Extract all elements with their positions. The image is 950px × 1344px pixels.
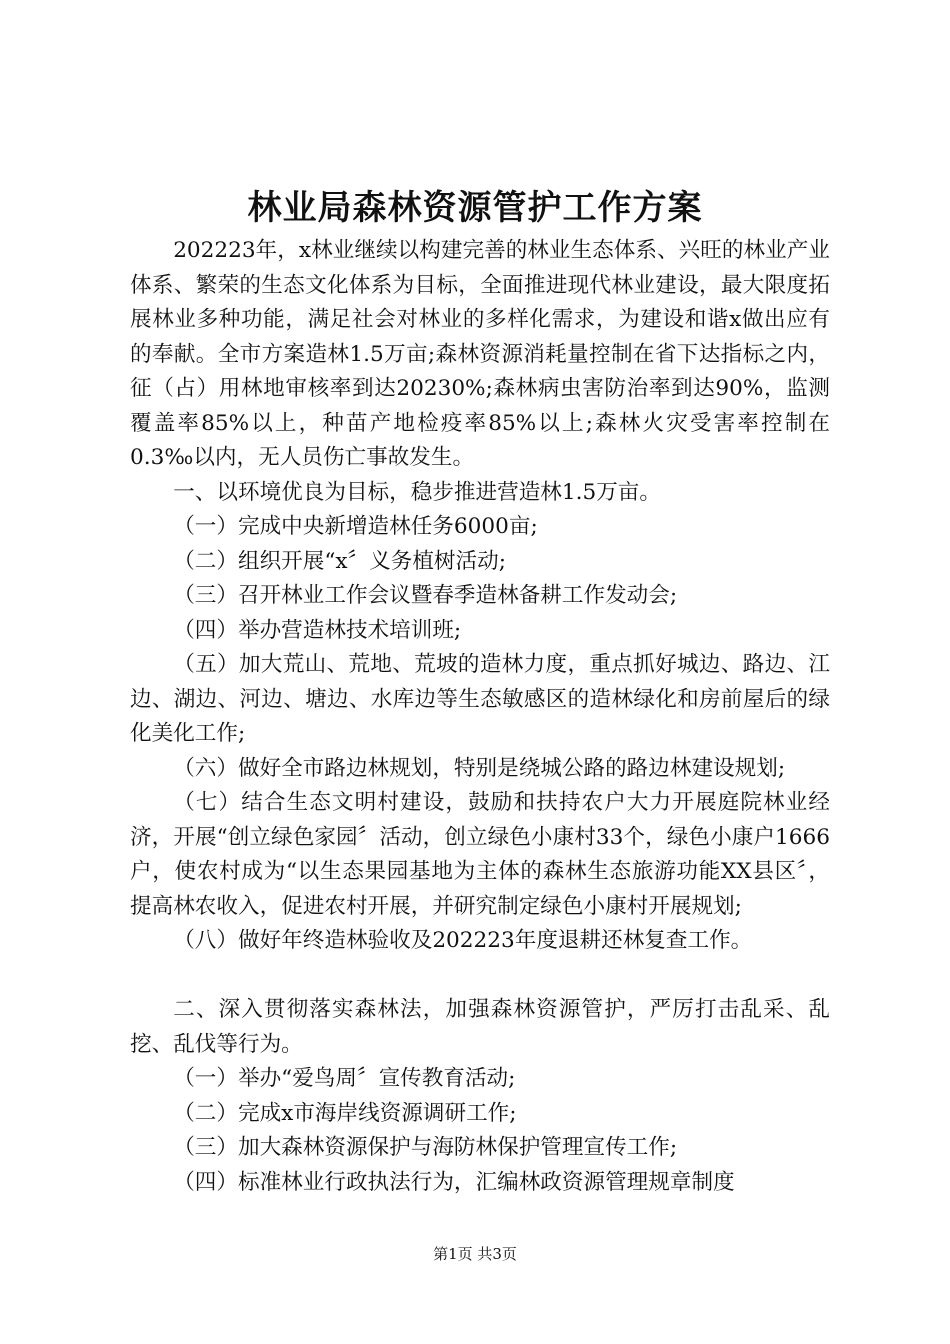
paragraph-intro: 202223年，x林业继续以构建完善的林业生态体系、兴旺的林业产业体系、繁荣的生态文化体系为目标，全面推进现代林业建设，最大限度拓展林业多种功能，满足社会对林业的多样化需求，为建设和谐x做出应有的奉献。全市方案造林1.5万亩;森林资源消耗量控制在省下达指标之内，征（占）用林地审核率到达20230%;森林病虫害防治率到达90%，监测覆盖率85%以上，种苗产地检疫率85%以上;森林火灾受害率控制在0.3‰以内，无人员伤亡事故发生。 (130, 238, 830, 470)
paragraph-item-2-2: （二）完成x市海岸线资源调研工作; (173, 1100, 517, 1126)
paragraph-item-2-1: （一）举办“爱鸟周〞宣传教育活动; (173, 1066, 516, 1091)
paragraph-item-1-8: （八）做好年终造林验收及202223年度退耕还林复查工作。 (173, 928, 753, 953)
paragraph-item-1-4: （四）举办营造林技术培训班; (173, 617, 462, 643)
document-body (130, 234, 830, 1200)
paragraph-item-1-3: （三）召开林业工作会议暨春季造林备耕工作发动会; (173, 583, 678, 608)
paragraph-item-2-4: （四）标准林业行政执法行为，汇编林政资源管理规章制度 (173, 1169, 735, 1195)
paragraph-item-1-7: （七）结合生态文明村建设，鼓励和扶持农户大力开展庭院林业经济，开展“创立绿色家园〞活动，创立绿色小康村33个，绿色小康户1666户，使农村成为“以生态果园基地为主体的森林生态旅游功能XX县区〞，提高林农收入，促进农村开展，并研究制定绿色小康村开展规划; (130, 790, 830, 919)
paragraph-item-2-3: （三）加大森林资源保护与海防林保护管理宣传工作; (173, 1135, 678, 1160)
document-title: 林业局森林资源管护工作方案 (247, 188, 703, 228)
paragraph-item-1-2: （二）组织开展“x〞义务植树活动; (173, 548, 506, 574)
paragraph-item-1-1: （一）完成中央新增造林任务6000亩; (173, 514, 538, 539)
paragraph-item-1-5: （五）加大荒山、荒地、荒坡的造林力度，重点抓好城边、路边、江边、湖边、河边、塘边、水库边等生态敏感区的造林绿化和房前屋后的绿化美化工作; (130, 652, 830, 746)
page-footer: 第1页 共3页 (433, 1245, 517, 1263)
paragraph-section-1-heading: 一、以环境优良为目标，稳步推进营造林1.5万亩。 (173, 479, 661, 505)
paragraph-item-1-6: （六）做好全市路边林规划，特别是绕城公路的路边林建设规划; (173, 755, 786, 781)
paragraph-section-2-heading: 二、深入贯彻落实森林法，加强森林资源管护，严厉打击乱采、乱挖、乱伐等行为。 (130, 997, 830, 1057)
